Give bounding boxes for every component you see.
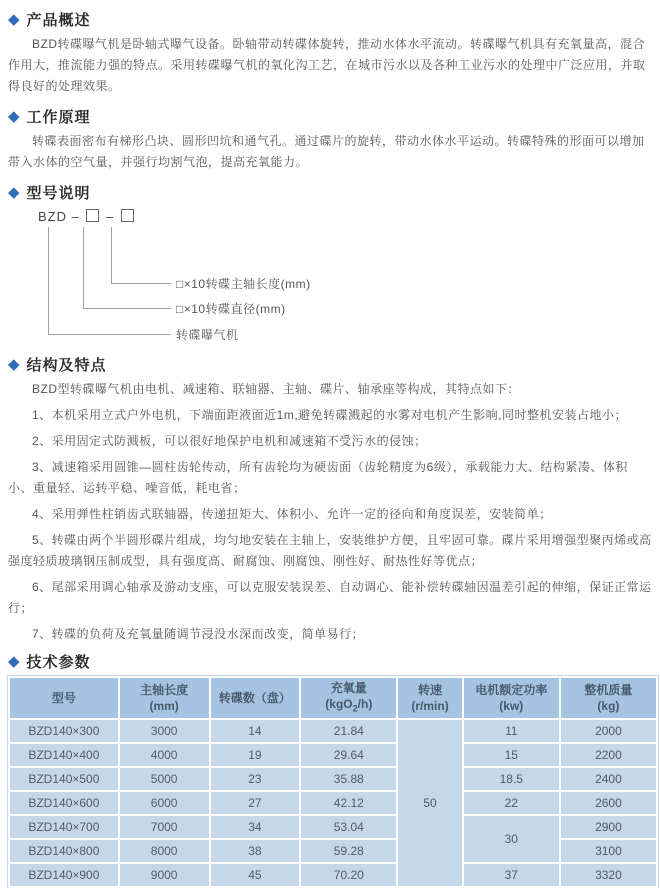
diamond-icon: ◆: [8, 183, 20, 201]
cell-discs: 14: [211, 720, 300, 742]
diamond-icon: ◆: [8, 652, 20, 670]
cell-power: 37: [464, 864, 559, 886]
col-header-label: 主轴长度: [140, 683, 189, 697]
table-row: [10, 864, 656, 886]
table-header-row: [10, 678, 656, 718]
cell-weight: 3100: [561, 840, 656, 862]
cell-discs: 34: [211, 816, 300, 838]
unit-text: /h): [357, 696, 373, 711]
section-principle-heading: [8, 105, 652, 127]
cell-weight: 2200: [561, 744, 656, 766]
table-row: [10, 768, 656, 790]
label-shaft-length: □×10转碟主轴长度(mm): [176, 277, 311, 291]
col-header-label: 转速: [418, 683, 443, 697]
connector-line: [111, 227, 112, 283]
table-row: [10, 816, 656, 838]
feature-item-2: 2、采用固定式防溅板，可以很好地保护电机和减速箱不受污水的侵蚀；: [32, 434, 427, 448]
overview-paragraph: BZD转碟曝气机是卧轴式曝气设备。卧轴带动转碟体旋转，推动水体水平流动。转碟曝气机具有充氧量高，混合作用大，推流能力强的特点。采用转碟曝气机的氧化沟工艺，在城市污水以及各种工业污水的处理中广泛应用，并取得良好的处理效果。: [8, 37, 646, 93]
col-header-unit: (mm): [149, 699, 179, 713]
placeholder-box-icon: [121, 209, 134, 222]
cell-discs: 23: [211, 768, 300, 790]
col-header-shaft-length: [120, 678, 209, 718]
cell-weight: 2000: [561, 720, 656, 742]
cell-oxygen: 53.04: [301, 816, 396, 838]
connector-line: [48, 227, 49, 334]
col-header-unit: (r/min): [411, 699, 449, 713]
cell-shaft: 6000: [120, 792, 209, 814]
cell-model: BZD140×300: [10, 720, 118, 742]
col-header-label: 电机额定功率: [475, 683, 548, 697]
feature-item-5: 5、转碟由两个半圆形碟片组成，均匀地安装在主轴上，安装维护方便，且牢固可靠。碟片采用增强型聚丙烯或高强度轻质玻璃钢压制成型，具有强度高、耐腐蚀、刚腐蚀、刚性好、耐热性好等优点；: [8, 533, 652, 568]
features-intro: BZD型转碟曝气机由电机、减速箱、联轴器、主轴、碟片、轴承座等构成，其特点如下：: [32, 382, 521, 396]
feature-item-3: 3、减速箱采用圆锥—圆柱齿轮传动，所有齿轮均为硬齿面（齿轮精度为6级），承载能力大、结构紧凑、体积小、重量轻、运转平稳、噪音低，耗电省；: [8, 460, 628, 495]
cell-shaft: 3000: [120, 720, 209, 742]
diamond-icon: ◆: [8, 355, 20, 373]
col-header-unit: (kw): [499, 699, 524, 713]
table-row: [10, 744, 656, 766]
section-features-heading: [8, 353, 652, 375]
section-params-heading: [8, 650, 652, 672]
cell-discs: 38: [211, 840, 300, 862]
cell-discs: 45: [211, 864, 300, 886]
cell-weight: 3320: [561, 864, 656, 886]
cell-shaft: 4000: [120, 744, 209, 766]
dash: –: [106, 209, 115, 224]
col-header-label: 型号: [51, 691, 76, 705]
cell-weight: 2900: [561, 816, 656, 838]
table-row: [10, 720, 656, 742]
connector-line: [48, 334, 171, 335]
cell-shaft: 7000: [120, 816, 209, 838]
col-header-label: 充氧量: [330, 680, 367, 695]
unit-text: (kgO: [325, 696, 353, 711]
cell-model: BZD140×700: [10, 816, 118, 838]
cell-model: BZD140×400: [10, 744, 118, 766]
diamond-icon: ◆: [8, 10, 20, 28]
label-machine-name: 转碟曝气机: [176, 328, 239, 342]
section-features-title: 结构及特点: [26, 356, 107, 374]
model-code-diagram: [8, 207, 652, 349]
table-row: [10, 792, 656, 814]
connector-line: [83, 227, 84, 308]
cell-shaft: 8000: [120, 840, 209, 862]
section-params-title: 技术参数: [26, 653, 91, 671]
section-overview-title: 产品概述: [26, 11, 91, 29]
section-model-title: 型号说明: [26, 184, 91, 202]
cell-discs: 27: [211, 792, 300, 814]
col-header-unit: (kg): [597, 699, 620, 713]
col-header-speed: [398, 678, 461, 718]
cell-weight: 2400: [561, 768, 656, 790]
cell-model: BZD140×800: [10, 840, 118, 862]
col-header-disc-count: [211, 678, 300, 718]
cell-oxygen: 59.28: [301, 840, 396, 862]
cell-model: BZD140×600: [10, 792, 118, 814]
cell-oxygen: 35.88: [301, 768, 396, 790]
col-header-motor-power: [464, 678, 559, 718]
cell-shaft: 9000: [120, 864, 209, 886]
cell-oxygen: 70.20: [301, 864, 396, 886]
unit-subscript: 2: [352, 703, 358, 714]
cell-discs: 19: [211, 744, 300, 766]
cell-power: 18.5: [464, 768, 559, 790]
cell-model: BZD140×500: [10, 768, 118, 790]
col-header-total-weight: [561, 678, 656, 718]
cell-oxygen: 29.64: [301, 744, 396, 766]
model-formula: [38, 209, 136, 224]
cell-speed-merged: 50: [398, 720, 461, 886]
cell-oxygen: 21.84: [301, 720, 396, 742]
cell-model: BZD140×900: [10, 864, 118, 886]
col-header-unit: [303, 696, 394, 716]
col-header-oxygenation: [301, 678, 396, 718]
connector-line: [83, 308, 171, 309]
cell-shaft: 5000: [120, 768, 209, 790]
principle-paragraph: 转碟表面密布有梯形凸块、圆形凹坑和通气孔。通过碟片的旋转，带动水体水平运动。转碟特殊的形面可以增加带入水体的空气量，并强行均割气泡，提高充氧能力。: [8, 134, 645, 169]
col-header-model: [10, 678, 118, 718]
placeholder-box-icon: [86, 209, 99, 222]
section-overview-heading: [8, 8, 652, 30]
dash: –: [71, 209, 80, 224]
section-principle-title: 工作原理: [26, 108, 91, 126]
feature-item-4: 4、采用弹性柱销齿式联轴器，传递扭矩大、体积小、允许一定的径向和角度误差，安装简单；: [32, 507, 552, 521]
section-model-heading: [8, 181, 652, 203]
cell-power: 11: [464, 720, 559, 742]
col-header-label: 转碟数（盘）: [218, 691, 291, 705]
feature-item-6: 6、尾部采用调心轴承及游动支座，可以克服安装误差、自动调心、能补偿转碟轴因温差引起的伸缩，保证正常运行；: [8, 580, 652, 615]
label-diameter: □×10转碟直径(mm): [176, 302, 286, 316]
connector-line: [111, 283, 171, 284]
feature-item-7: 7、转碟的负荷及充氧量随调节浸没水深而改变，简单易行；: [32, 627, 365, 641]
cell-weight: 2600: [561, 792, 656, 814]
table-row: [10, 840, 656, 862]
cell-oxygen: 42.12: [301, 792, 396, 814]
cell-power: 22: [464, 792, 559, 814]
col-header-label: 整机质量: [584, 683, 633, 697]
diamond-icon: ◆: [8, 107, 20, 125]
cell-power: 15: [464, 744, 559, 766]
feature-item-1: 1、本机采用立式户外电机，下端面距液面近1m,避免转碟溅起的水雾对电机产生影响,同时整机安装占地小；: [32, 408, 628, 422]
model-prefix: BZD: [38, 209, 67, 224]
technical-parameters-table: [8, 676, 658, 888]
cell-power-merged: 30: [464, 816, 559, 862]
